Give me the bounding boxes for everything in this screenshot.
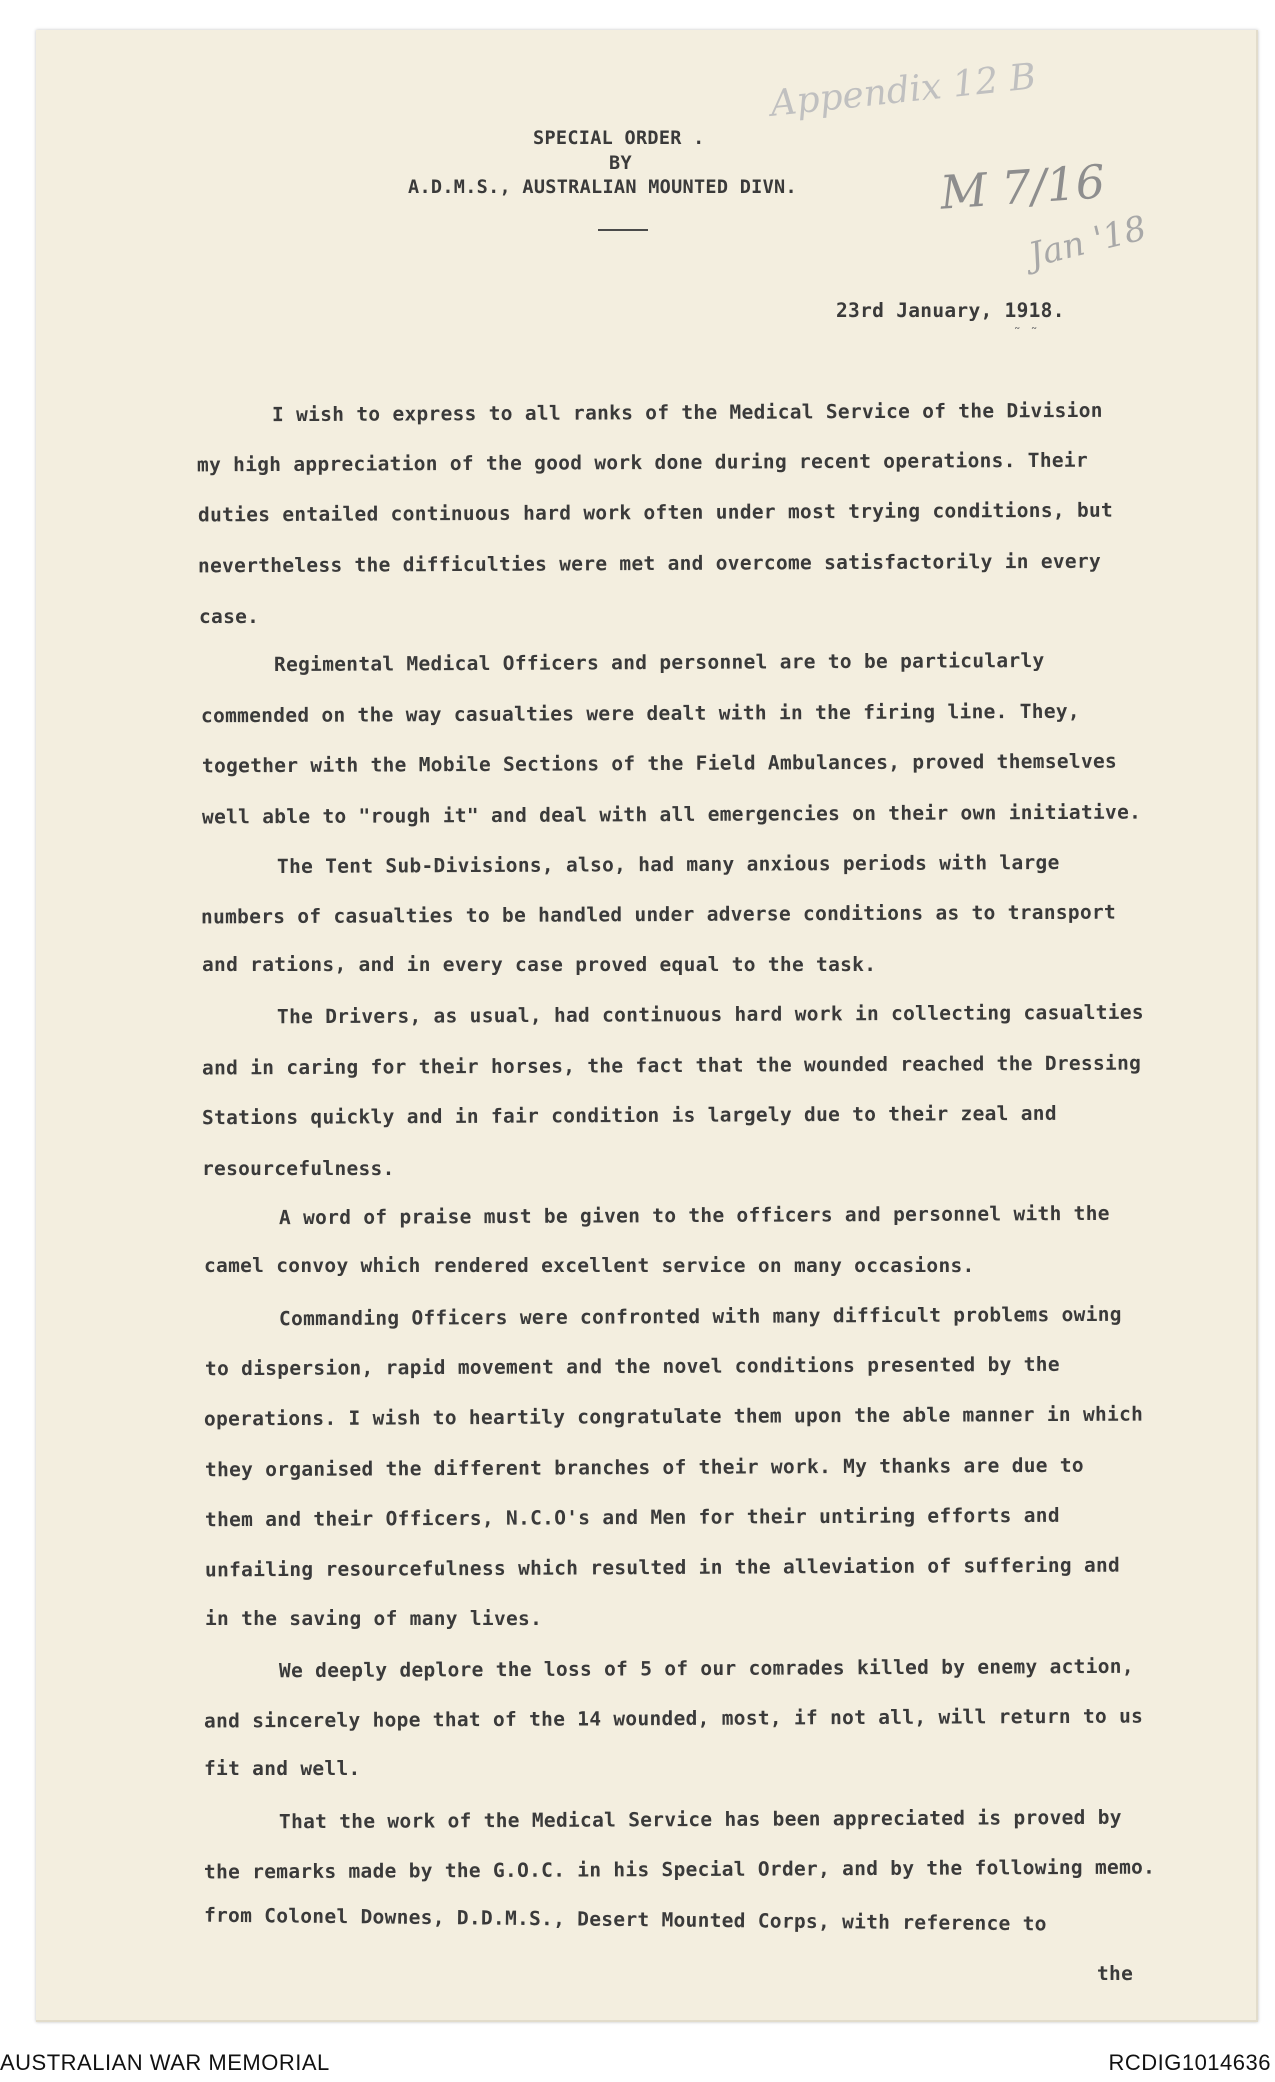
body-line: the <box>1097 1962 1134 1985</box>
body-line: That the work of the Medical Service has been appreciated is proved by <box>278 1805 1122 1834</box>
body-line: Stations quickly and in fair condition is largely due to their zeal and <box>201 1101 1057 1130</box>
body-line: Regimental Medical Officers and personnel are to be particularly <box>273 648 1045 677</box>
body-line: in the saving of many lives. <box>205 1607 543 1630</box>
annotation-reference: M 7/16 <box>938 154 1107 220</box>
body-line: commended on the way casualties were dealt with in the firing line. They, <box>200 699 1080 728</box>
heading-special-order: SPECIAL ORDER . <box>533 128 705 149</box>
heading-underline <box>598 229 648 231</box>
body-line: Commanding Officers were confronted with many difficult problems owing <box>278 1302 1122 1331</box>
body-line: nevertheless the difficulties were met and overcome satisfactorily in every <box>197 549 1102 578</box>
body-line: them and their Officers, N.C.O's and Men for their untiring efforts and <box>204 1503 1060 1532</box>
body-line: numbers of casualties to be handled under adverse conditions as to transport <box>200 900 1117 929</box>
body-line: from Colonel Downes, D.D.M.S., Desert Mounted Corps, with reference to <box>203 1903 1047 1936</box>
body-line: The Tent Sub-Divisions, also, had many anxious periods with large <box>276 850 1060 879</box>
body-line: the remarks made by the G.O.C. in his Special Order, and by the following memo. <box>203 1855 1156 1884</box>
date-tick-marks: ˜ ˜ <box>1013 326 1039 342</box>
body-line: fit and well. <box>204 1757 361 1780</box>
footer-identifier: RCDIG1014636 <box>1108 2050 1271 2075</box>
body-line: resourcefulness. <box>202 1157 395 1180</box>
body-line: We deeply deplore the loss of 5 of our comrades killed by enemy action, <box>278 1654 1134 1683</box>
body-line: and in caring for their horses, the fact that the wounded reached the Dressing <box>201 1051 1142 1080</box>
body-line: case. <box>199 605 260 628</box>
body-line: duties entailed continuous hard work often under most trying conditions, but <box>197 498 1114 527</box>
body-line: my high appreciation of the good work done during recent operations. Their <box>196 448 1089 477</box>
body-line: and sincerely hope that of the 14 wounded, most, if not all, will return to us <box>203 1704 1144 1733</box>
annotation-month: Jan '18 <box>1024 208 1151 276</box>
document-date: 23rd January, 1918. <box>836 299 1065 322</box>
body-line: together with the Mobile Sections of the Field Ambulances, proved themselves <box>201 749 1118 778</box>
annotation-appendix: Appendix 12 B <box>768 56 1039 125</box>
body-line: The Drivers, as usual, had continuous hard work in collecting casualties <box>276 1000 1144 1029</box>
body-line: I wish to express to all ranks of the Medical Service of the Division <box>271 398 1103 427</box>
body-line: A word of praise must be given to the officers and personnel with the <box>278 1201 1110 1230</box>
heading-by: BY <box>609 153 632 174</box>
body-line: they organised the different branches of their work. My thanks are due to <box>204 1453 1084 1482</box>
body-line: to dispersion, rapid movement and the novel conditions presented by the <box>204 1352 1060 1381</box>
body-line: unfailing resourcefulness which resulted in the alleviation of suffering and <box>204 1553 1121 1582</box>
body-line: camel convoy which rendered excellent service on many occasions. <box>204 1254 975 1277</box>
heading-issuer: A.D.M.S., AUSTRALIAN MOUNTED DIVN. <box>408 177 797 198</box>
body-line: operations. I wish to heartily congratulate them upon the able manner in which <box>203 1402 1144 1431</box>
body-line: and rations, and in every case proved equal to the task. <box>202 953 877 976</box>
footer-institution: AUSTRALIAN WAR MEMORIAL <box>0 2050 330 2075</box>
body-line: well able to "rough it" and deal with all emergencies on their own initiative. <box>201 800 1142 829</box>
